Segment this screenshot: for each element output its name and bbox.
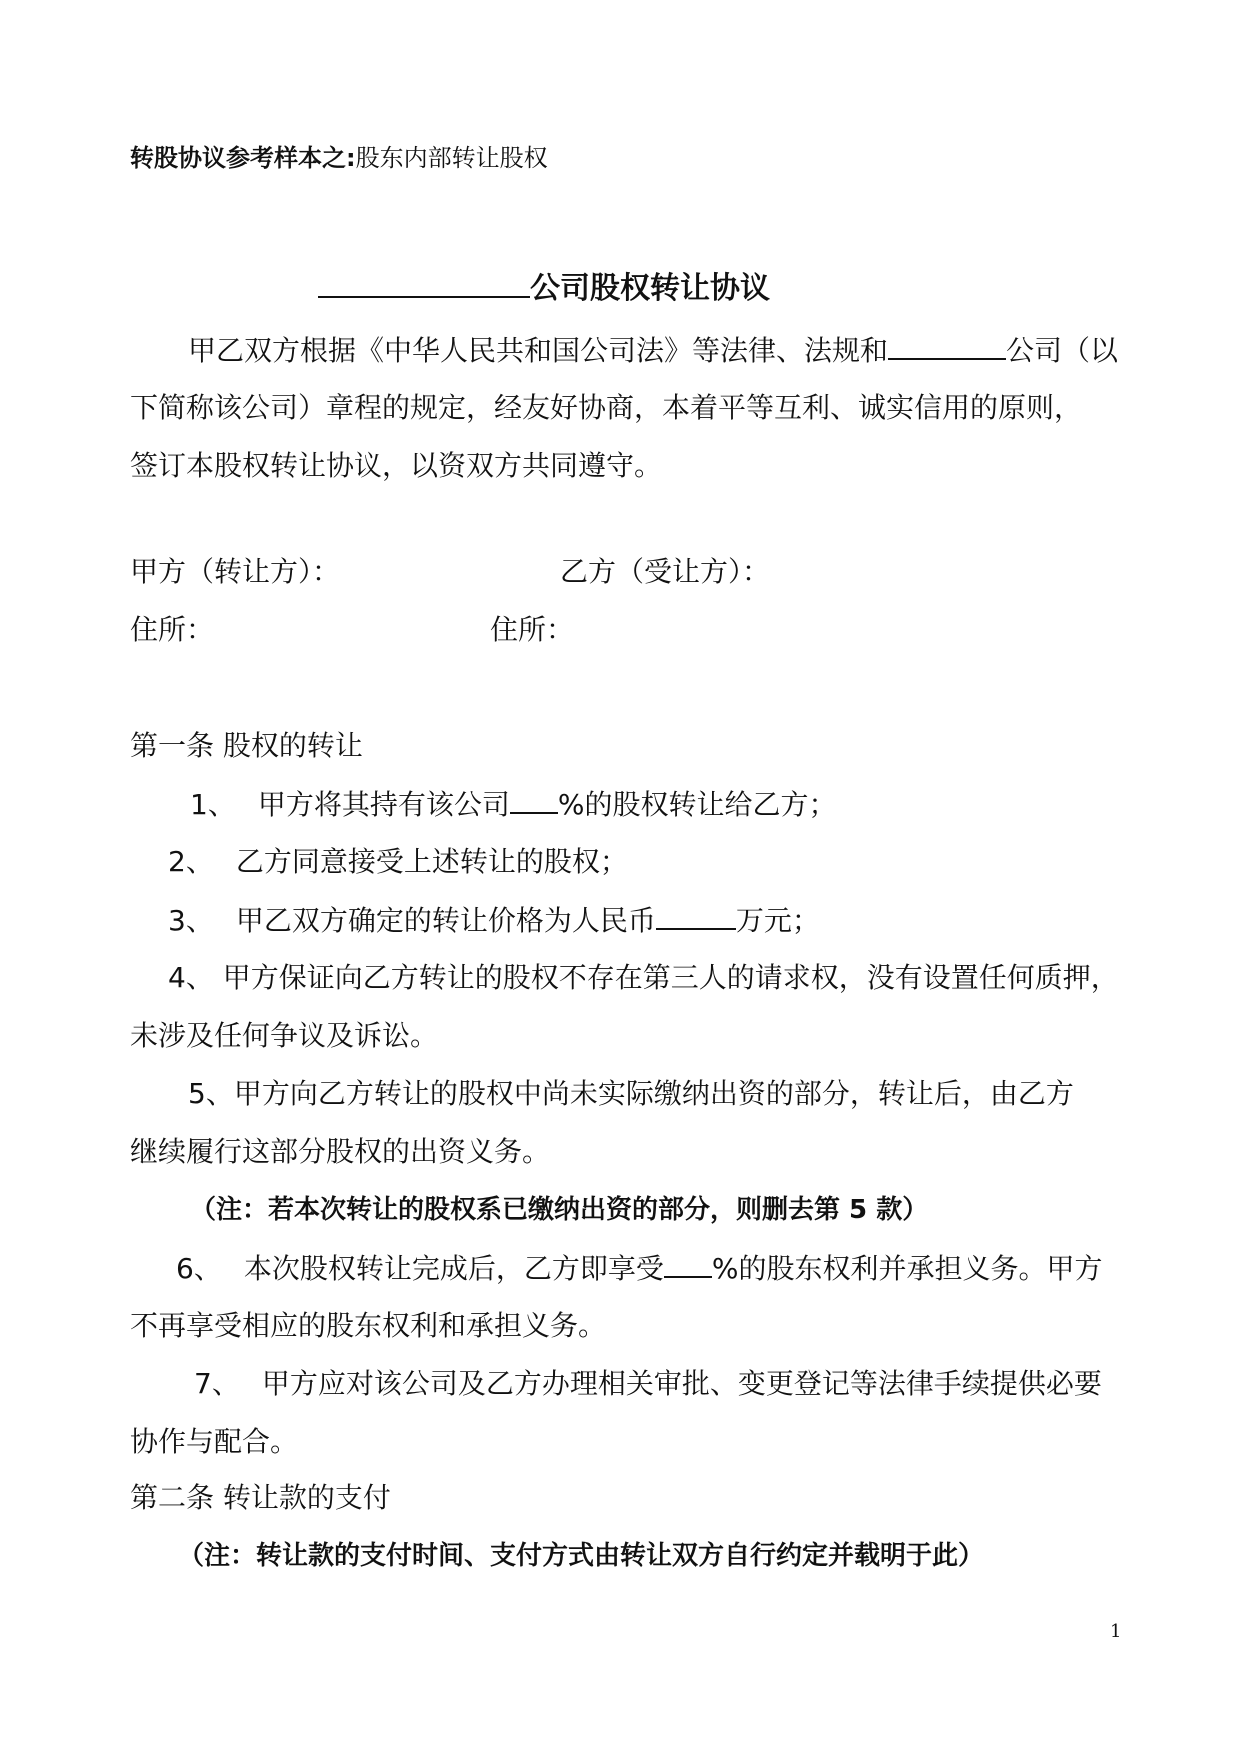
clause-6-text-a: 本次股权转让完成后，乙方即享受 <box>243 1252 664 1285</box>
clause-4-line-2: 未涉及任何争议及诉讼。 <box>130 1019 439 1052</box>
preamble-text-b: 公司（以 <box>1006 334 1119 367</box>
clause-7-line-1 <box>194 1364 1102 1404</box>
company-name-blank <box>318 268 530 298</box>
company-blank <box>888 330 1006 360</box>
clause-5-line-1: 5、甲方向乙方转让的股权中尚未实际缴纳出资的部分，转让后，由乙方 <box>188 1077 1074 1110</box>
party-b-label: 乙方（受让方）： <box>560 555 771 588</box>
article-2-heading: 第二条 转让款的支付 <box>130 1481 391 1514</box>
page-number: 1 <box>1110 1621 1122 1642</box>
clause-6-line-2: 不再享受相应的股东权利和承担义务。 <box>130 1309 607 1342</box>
clause-6-line-1 <box>176 1248 1102 1289</box>
document-title <box>318 268 770 309</box>
rights-percentage-blank <box>664 1248 712 1278</box>
article-2-note: （注：转让款的支付时间、支付方式由转让双方自行约定并载明于此） <box>178 1541 985 1571</box>
preamble-line-2: 下简称该公司）章程的规定，经友好协商，本着平等互利、诚实信用的原则， <box>130 391 1083 424</box>
clause-2 <box>168 842 628 882</box>
clause-4-line-1: 4、 甲方保证向乙方转让的股权不存在第三人的请求权，没有设置任何质押， <box>168 961 1119 994</box>
price-blank <box>656 900 736 930</box>
clause-1-text-b: %的股权转让给乙方； <box>557 788 837 821</box>
preamble-text-a: 甲乙双方根据《中华人民共和国公司法》等法律、法规和 <box>188 334 889 367</box>
preamble-line-3: 签订本股权转让协议，以资双方共同遵守。 <box>130 449 663 482</box>
preamble-line-1 <box>188 330 1118 371</box>
document-header <box>130 140 548 176</box>
clause-5-note: （注：若本次转让的股权系已缴纳出资的部分，则删去第 5 款） <box>190 1195 929 1225</box>
clause-1 <box>190 784 836 825</box>
clause-2-number: 2、 <box>168 845 214 878</box>
clause-3 <box>168 900 820 941</box>
clause-6-text-b: %的股东权利并承担义务。甲方 <box>711 1252 1103 1285</box>
clause-3-number: 3、 <box>168 904 214 937</box>
clause-7-line-2: 协作与配合。 <box>130 1425 299 1458</box>
party-b-address: 住所： <box>490 613 575 646</box>
clause-2-text: 乙方同意接受上述转让的股权； <box>235 845 628 878</box>
clause-7-text: 甲方应对该公司及乙方办理相关审批、变更登记等法律手续提供必要 <box>261 1367 1102 1400</box>
clause-6-number: 6、 <box>176 1252 222 1285</box>
party-a-address: 住所： <box>130 613 215 646</box>
clause-1-number: 1、 <box>190 788 236 821</box>
clause-3-text-a: 甲乙双方确定的转让价格为人民币 <box>235 904 656 937</box>
clause-3-text-b: 万元； <box>735 904 820 937</box>
clause-5-line-2: 继续履行这部分股权的出资义务。 <box>130 1135 551 1168</box>
header-label: 转股协议参考样本之: <box>130 144 356 172</box>
header-subject: 股东内部转让股权 <box>355 144 548 172</box>
title-text: 公司股权转让协议 <box>530 271 770 306</box>
party-a-label: 甲方（转让方）： <box>130 555 341 588</box>
clause-1-text-a: 甲方将其持有该公司 <box>257 788 510 821</box>
article-1-heading: 第一条 股权的转让 <box>130 729 363 762</box>
clause-7-number: 7、 <box>194 1367 240 1400</box>
percentage-blank <box>510 784 558 814</box>
